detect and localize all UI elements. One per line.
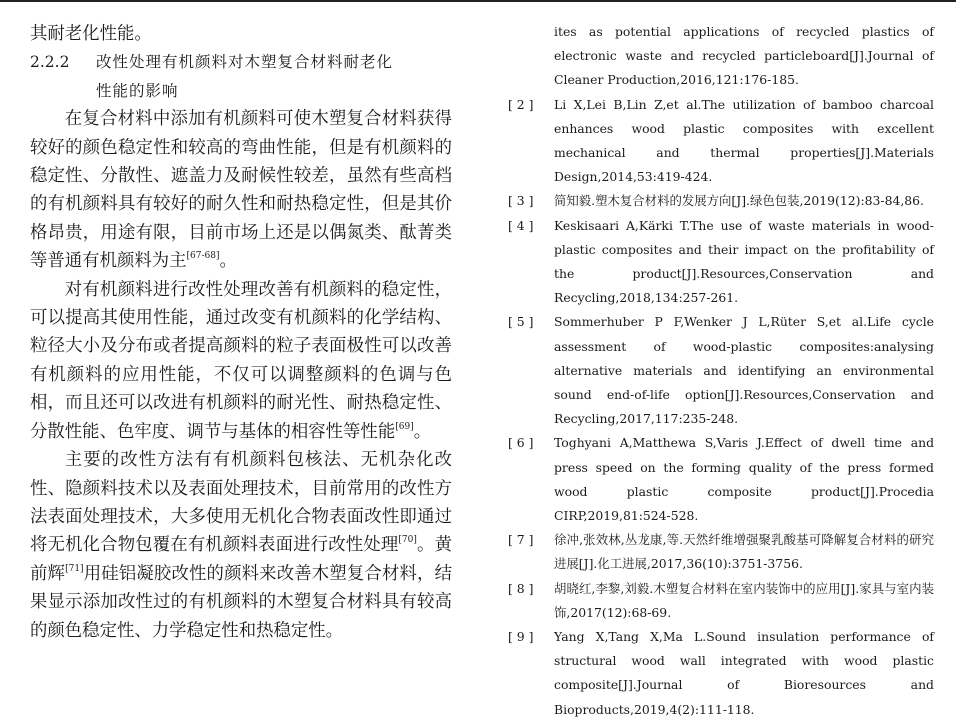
reference-number: [ 3 ] — [508, 193, 534, 209]
reference-number: [ 7 ] — [508, 532, 534, 548]
paragraph-2-text: 对有机颜料进行改性处理改善有机颜料的稳定性，可以提高其使用性能，通过改变有机颜料的化学结构、粒径大小及分布或者提高颜料的粒子表面极性可以改善有机颜料的应用性能，不仅可以调整颜料的色调与色相，而且还可以改进有机颜料的耐光性、耐热稳定性、分散性能、色牢度、调节与基体的相容性等性能 — [30, 279, 452, 442]
reference-number: [ 8 ] — [508, 580, 534, 596]
reference-number: [ 4 ] — [508, 217, 534, 233]
reference-text: Yang X,Tang X,Ma L.Sound insulation performance of structural wood wall integrated with wood plastic composite[J].Journal of Bioresources and Bioproducts,2019,4(2):111-118. — [554, 629, 934, 717]
reference-item — [506, 577, 934, 625]
reference-item — [506, 625, 934, 722]
paragraph-3 — [30, 446, 452, 645]
reference-text: Keskisaari A,Kärki T.The use of waste materials in wood-plastic composites and their impact on the profitability of the product[J].Resources,Conservation and Recycling,2018,134:257-261. — [554, 217, 934, 306]
reference-text: Toghyani A,Matthewa S,Varis J.Effect of dwell time and press speed on the forming quality of the press formed wood plastic composite product[J].Procedia CIRP,2019,81:524-528. — [554, 435, 934, 524]
section-title-line2: 性能的影响 — [96, 81, 179, 100]
citation[interactable]: [67-68] — [186, 251, 220, 262]
reference-item — [506, 93, 934, 190]
paragraph-1-tail: 。 — [219, 251, 237, 272]
citation[interactable]: [70] — [398, 535, 417, 546]
reference-item — [506, 528, 934, 576]
paragraph-1 — [30, 105, 452, 275]
section-number: 2.2.2 — [30, 53, 70, 72]
reference-text: 简知毅.塑木复合材料的发展方向[J].绿色包装,2019(12):83-84,86. — [554, 193, 924, 209]
reference-number: [ 5 ] — [508, 314, 534, 330]
section-title-line1: 改性处理有机颜料对木塑复合材料耐老化 — [96, 53, 394, 72]
paragraph-2 — [30, 276, 452, 446]
paragraph-2-tail: 。 — [413, 421, 432, 442]
top-rule — [0, 0, 956, 2]
paragraph-3-text2: 。黄前辉 — [30, 535, 452, 584]
section-heading — [30, 48, 452, 105]
citation[interactable]: [71] — [65, 563, 84, 574]
reference-text: 胡晓红,李黎,刘毅.木塑复合材料在室内装饰中的应用[J].家具与室内装饰,2017(12):68-69. — [554, 580, 934, 620]
reference-continuation: ites as potential applications of recycled plastics of electronic waste and recycled particleboard[J].Journal of Cleaner Production,2016,121:176-185. — [554, 24, 934, 88]
reference-text: 徐冲,张效林,丛龙康,等.天然纤维增强聚乳酸基可降解复合材料的研究进展[J].化工进展,2017,36(10):3751-3756. — [554, 532, 934, 572]
reference-number: [ 2 ] — [508, 96, 534, 112]
reference-item — [506, 214, 934, 311]
reference-item — [506, 310, 934, 431]
citation[interactable]: [69] — [395, 421, 414, 432]
reference-item — [506, 431, 934, 528]
reference-item — [506, 189, 934, 213]
left-column — [30, 20, 452, 645]
reference-number: [ 9 ] — [508, 629, 534, 645]
reference-list — [506, 93, 934, 722]
opening-line: 其耐老化性能。 — [30, 24, 152, 44]
reference-text: Li X,Lei B,Lin Z,et al.The utilization of bamboo charcoal enhances wood plastic composites with excellent mechanical and thermal properties[J].Materials Design,2014,53:419-424. — [554, 96, 934, 185]
paragraph-3-text3: 用硅铝凝胶改性的颜料来改善木塑复合材料，结果显示添加改性过的有机颜料的木塑复合材料具有较高的颜色稳定性、力学稳定性和热稳定性。 — [30, 563, 452, 641]
reference-text: Sommerhuber P F,Wenker J L,Rüter S,et al.Life cycle assessment of wood-plastic composites:analysing alternative materials and identifying an environmental sound end-of-life option[J].Resources,Conservation and Recycling,2017,117:235-248. — [554, 314, 934, 427]
paragraph-3-text1: 主要的改性方法有有机颜料包核法、无机杂化改性、隐颜料技术以及表面处理技术，目前常用的改性方法表面处理技术，大多使用无机化合物表面改性即通过将无机化合物包覆在有机颜料表面进行改性处理 — [30, 450, 452, 556]
references-column — [506, 20, 934, 722]
reference-number: [ 6 ] — [508, 435, 534, 451]
paragraph-1-text: 在复合材料中添加有机颜料可使木塑复合材料获得较好的颜色稳定性和较高的弯曲性能，但是有机颜料的稳定性、分散性、遮盖力及耐候性较差，虽然有些高档的有机颜料具有较好的耐久性和耐热稳定性，但是其价格昂贵，用途有限，目前市场上还是以偶氮类、酞菁类等普通有机颜料为主 — [30, 109, 452, 272]
